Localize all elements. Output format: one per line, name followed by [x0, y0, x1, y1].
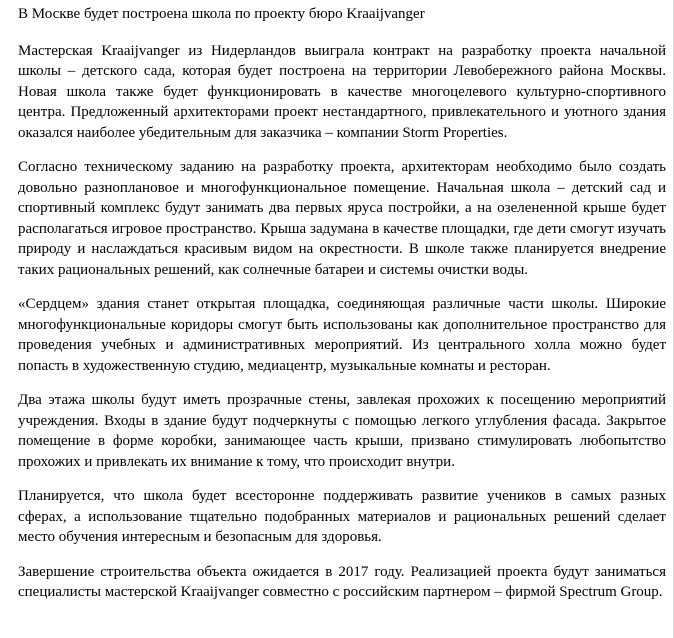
article-paragraph: Согласно техническому заданию на разработку проекта, архитекторам необходимо было создать довольно разноплановое и многофункциональное помещение. Начальная школа – детский сад и спортивный комплекс будут занимать два первых яруса постройки, а на озелененной крыше будет располагаться игровое пространство. Крыша задумана в качестве площадки, где дети смогут изучать природу и наслаждаться красивым видом на окрестности. В школе также планируется внедрение таких рациональных решений, как солнечные батареи и системы очистки воды.: [18, 159, 666, 278]
article-paragraph: Завершение строительства объекта ожидается в 2017 году. Реализацией проекта будут заниматься специалисты мастерской Kraaijvanger совместно с российским партнером – фирмой Spectrum Group.: [18, 563, 666, 600]
article-title: В Москве будет построена школа по проекту бюро Kraaijvanger: [18, 6, 425, 22]
article-paragraph: Мастерская Kraaijvanger из Нидерландов выиграла контракт на разработку проекта начальной школы – детского сада, которая будет построена на территории Левобережного района Москвы. Новая школа также будет функционировать в качестве многоцелевого культурно-спортивного центра. Предложенный архитекторами проект нестандартного, привлекательного и уютного здания оказался наиболее убедительным для заказчика – компании Storm Properties.: [18, 42, 666, 141]
article-paragraph: Два этажа школы будут иметь прозрачные стены, завлекая прохожих к посещению мероприятий учреждения. Входы в здание будут подчеркнуты с помощью легкого углубления фасада. Закрытое помещение в форме коробки, занимающее часть крыши, призвано стимулировать любопытство прохожих и привлекать их внимание к тому, что происходит внутри.: [18, 392, 666, 470]
article-body: [18, 4, 666, 603]
article-paragraph: Планируется, что школа будет всесторонне поддерживать развитие учеников в самых разных сферах, а использование тщательно подобранных материалов и рациональных решений сделает место обучения интересным и безопасным для здоровья.: [18, 488, 666, 545]
article-paragraph: «Сердцем» здания станет открытая площадка, соединяющая различные части школы. Широкие многофункциональные коридоры смогут быть использованы как дополнительное пространство для проведения учебных и административных мероприятий. Из центрального холла можно будет попасть в художественную студию, медиацентр, музыкальные комнаты и ресторан.: [18, 296, 666, 374]
